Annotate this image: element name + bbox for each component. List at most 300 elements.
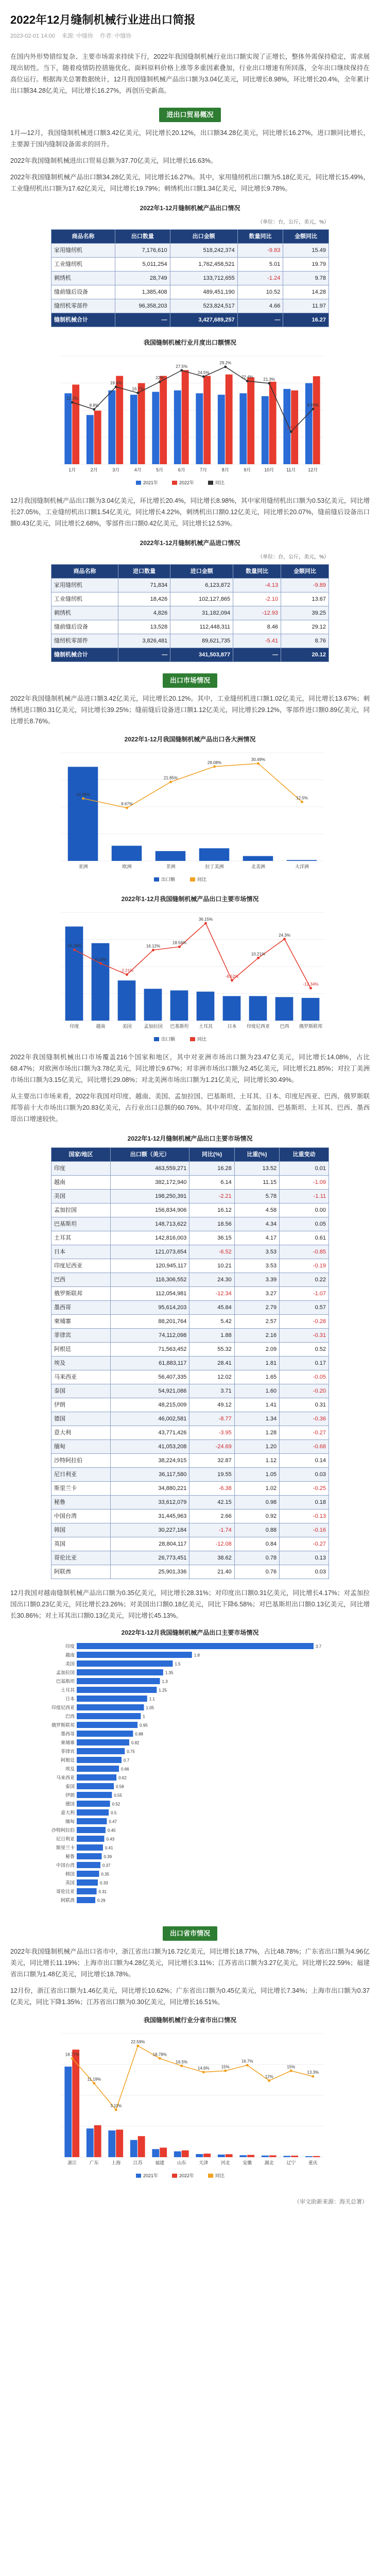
table-cell: 1.65: [234, 1370, 279, 1384]
data-label: 1.05: [146, 1705, 154, 1710]
bar: [239, 393, 247, 464]
table-cell: 0.52: [280, 1343, 329, 1357]
table-cell: 1.02: [234, 1482, 279, 1496]
table-cell: 尼日利亚: [51, 1468, 111, 1482]
data-label: 12%: [265, 2074, 273, 2079]
data-label: 22%: [156, 376, 164, 381]
table-cell: -12.93: [233, 606, 281, 620]
table-cell: 0.00: [280, 1204, 329, 1217]
table-cell: 0.57: [280, 1301, 329, 1315]
table-cell: 148,713,622: [111, 1217, 189, 1231]
bar: [77, 1844, 103, 1851]
bar: [116, 376, 123, 464]
line-point: [224, 2070, 227, 2072]
table-cell: 5.01: [237, 258, 283, 272]
data-label: 18.77%: [65, 2052, 79, 2057]
table-row: [51, 1176, 329, 1190]
bar: [77, 1713, 141, 1719]
table-total-row: [51, 313, 329, 327]
table-cell: 0.17: [280, 1357, 329, 1370]
bar: [130, 2140, 137, 2157]
data-label: 0.29: [97, 1898, 106, 1903]
table-cell: 2.09: [234, 1343, 279, 1357]
table-cell: 刺绣机: [51, 606, 118, 620]
data-label: 0.35: [101, 1872, 110, 1877]
bar: [77, 1643, 314, 1649]
data-label: 0.45: [107, 1828, 116, 1833]
legend-swatch: [136, 481, 141, 485]
bar: [170, 990, 188, 1021]
bar: [291, 2156, 298, 2157]
article-body: [0, 43, 380, 2191]
table-cell: 3,427,689,257: [170, 313, 237, 327]
table-cell: 10.21: [189, 1259, 234, 1273]
table-cell: 3,826,481: [118, 634, 170, 648]
bar: [77, 1818, 107, 1824]
monthly-export-chart: [36, 335, 344, 490]
bar: [77, 1879, 98, 1886]
bar: [218, 2155, 225, 2157]
x-tick-label: 12月: [308, 467, 318, 472]
bar: [77, 1669, 163, 1675]
table-cell: 142,816,003: [111, 1231, 189, 1245]
table-row: [51, 1370, 329, 1384]
table-cell: 198,250,391: [111, 1190, 189, 1204]
x-tick-label: 印度尼西亚: [246, 1024, 270, 1029]
market-export-chart: [36, 892, 344, 1046]
table-row: [51, 285, 329, 299]
table-cell: 哥伦比亚: [51, 1551, 111, 1565]
table-cell: 印度尼西亚: [51, 1259, 111, 1273]
table-cell: -1.74: [189, 1523, 234, 1537]
line-point: [71, 401, 74, 403]
x-tick-label: 天津: [199, 2160, 209, 2165]
legend-label: 2021年: [143, 2173, 159, 2178]
x-tick-label: 湖北: [264, 2160, 274, 2165]
table-cell: 11.15: [234, 1176, 279, 1190]
series-line: [72, 2046, 313, 2110]
table-row: [51, 1551, 329, 1565]
table-row: [51, 1482, 329, 1496]
table-cell: -4.13: [233, 579, 281, 592]
table-row: [51, 1259, 329, 1273]
table-cell: 45.84: [189, 1301, 234, 1315]
table-cell: 55.32: [189, 1343, 234, 1357]
bar: [226, 2154, 233, 2157]
bar: [182, 2150, 189, 2157]
table-row: [51, 1245, 329, 1259]
table-cell: 缝纫机零部件: [51, 634, 118, 648]
table-cell: 斯里兰卡: [51, 1482, 111, 1496]
chart-title: 2022年1-12月我国缝制机械产品出口主要市场情况: [121, 1629, 259, 1636]
paragraph: 2022年我国缝制机械产品出口省市中，浙江省出口额为16.72亿美元，同比增长18.77%，占比48.78%；广东省出口额为4.96亿美元，同比增长11.19%；上海市出口额为4.28亿美元，同比增长3.11%；江苏省出口额为3.27亿美元，同比增长22.59%；福建省出口额为1.48亿美元，同比增长18.78%。: [10, 1948, 370, 1978]
table-header-cell: 出口额（美元）: [111, 1148, 189, 1162]
data-label: 0.39: [103, 1854, 112, 1859]
table-cell: 10.52: [237, 285, 283, 299]
bar: [77, 1853, 101, 1859]
table-cell: 7,176,610: [115, 244, 170, 258]
table-cell: 9.78: [283, 272, 329, 285]
table-cell: 0.13: [280, 1551, 329, 1565]
table-cell: 工业缝纫机: [51, 258, 115, 272]
bar: [305, 2156, 313, 2157]
y-tick-label: 马来西亚: [56, 1775, 75, 1781]
y-tick-label: 秘鲁: [65, 1854, 75, 1859]
series-line: [75, 923, 311, 988]
table-cell: -0.27: [280, 1537, 329, 1551]
x-tick-label: 福建: [155, 2160, 165, 2165]
bar: [196, 2154, 203, 2157]
table-cell: 18,426: [118, 592, 170, 606]
table-cell: 36,117,580: [111, 1468, 189, 1482]
data-label: 0.33: [100, 1880, 108, 1886]
table-cell: 伊朗: [51, 1398, 111, 1412]
table-cell: -0.31: [280, 1329, 329, 1343]
bar: [77, 1757, 122, 1763]
bar: [77, 1696, 147, 1702]
table-cell: 28,804,117: [111, 1537, 189, 1551]
table-cell: 133,712,655: [170, 272, 237, 285]
line-point: [213, 765, 216, 768]
table-cell: 沙特阿拉伯: [51, 1454, 111, 1468]
table-row: [51, 579, 329, 592]
table-row: [51, 592, 329, 606]
table-cell: 46,002,581: [111, 1412, 189, 1426]
legend-swatch: [208, 2174, 213, 2178]
table-title: 2022年1-12月缝制机械产品出口情况: [140, 205, 240, 212]
table-cell: 1.60: [234, 1384, 279, 1398]
table-cell: 6,123,872: [170, 579, 233, 592]
x-tick-label: 美国: [122, 1024, 132, 1029]
table-cell: 0.05: [280, 1217, 329, 1231]
table-cell: 121,073,654: [111, 1245, 189, 1259]
data-label: 0.62: [118, 1775, 127, 1781]
table-cell: 518,242,374: [170, 244, 237, 258]
table-row: [51, 1454, 329, 1468]
table-cell: 8.76: [281, 634, 329, 648]
table-cell: 16.12: [189, 1204, 234, 1217]
x-tick-label: 9月: [244, 467, 251, 472]
table-cell: 3.39: [234, 1273, 279, 1287]
y-tick-label: 中国台湾: [56, 1862, 75, 1868]
paragraph: 从主要出口市场来看，2022年我国对印度、越南、美国、孟加拉国、巴基斯坦、土耳其、日本、印度尼西亚、巴西、俄罗斯联邦等前十大市场出口额为20.83亿美元，占行业出口总额的60.76%。其中对印度、孟加拉国、巴基斯坦、土耳其、巴西、墨西哥出口增速较快。: [10, 1093, 370, 1123]
table-row: [51, 620, 329, 634]
bar: [77, 1801, 110, 1807]
series-line: [83, 764, 302, 808]
data-label: 18.56%: [172, 940, 187, 945]
table-row: [51, 1357, 329, 1370]
table-cell: -0.25: [280, 1482, 329, 1496]
table-cell: 36.15: [189, 1231, 234, 1245]
data-label: 0.41: [105, 1845, 113, 1851]
table-cell: 巴西: [51, 1273, 111, 1287]
table-cell: -0.68: [280, 1440, 329, 1454]
table-cell: 3.53: [234, 1259, 279, 1273]
line-point: [204, 922, 207, 925]
line-point: [246, 380, 249, 382]
paragraph: 12月我国缝制机械产品出口额为3.04亿美元，环比增长20.4%，同比增长8.98%，其中家用缝纫机出口额为0.53亿美元，同比增长27.05%，工业缝纫机出口额1.54亿美元，同比增长4.22%，刺绣机出口额0.12亿美元，同比增长20.07%，缝前缝后设备出口额0.43亿美元，同比增长2.68%，零部件出口额0.42亿美元，同比增长12.53%。: [10, 497, 370, 527]
data-label: 16.28%: [67, 943, 82, 948]
line-point: [178, 945, 181, 948]
line-point: [93, 2082, 95, 2084]
data-label: 11.19%: [87, 2077, 101, 2082]
bar: [262, 396, 269, 464]
table-cell: -0.20: [280, 1384, 329, 1398]
data-label: 16.7%: [241, 2059, 253, 2064]
table-cell: 家用缝纫机: [51, 579, 118, 592]
table-cell: 4.66: [237, 299, 283, 313]
table-cell: 0.14: [280, 1454, 329, 1468]
publish-date: 2023-02-01 14:00: [10, 33, 55, 39]
y-tick-label: 缅甸: [65, 1819, 75, 1824]
data-label: 0.7: [124, 1758, 130, 1763]
table-cell: 523,824,517: [170, 299, 237, 313]
bar: [77, 1809, 109, 1816]
bar: [269, 382, 277, 464]
bar: [152, 2149, 159, 2157]
table-cell: 刺绣机: [51, 272, 115, 285]
table-cell: 0.84: [234, 1537, 279, 1551]
data-label: 27.5%: [176, 364, 188, 369]
section-banner: 出口市场情况: [10, 673, 370, 688]
table-cell: 20.12: [281, 648, 329, 662]
table-cell: 巴基斯坦: [51, 1217, 111, 1231]
table-row: [51, 258, 329, 272]
bar: [218, 395, 225, 464]
table-row: [51, 1190, 329, 1204]
line-point: [152, 949, 154, 952]
data-label: 0.43: [106, 1837, 115, 1842]
table-cell: 26,773,451: [111, 1551, 189, 1565]
continent-export-chart: [36, 732, 344, 887]
table-cell: 24.30: [189, 1273, 234, 1287]
y-tick-label: 印度尼西亚: [51, 1705, 75, 1710]
table-cell: —: [237, 313, 283, 327]
table-cell: 29.12: [281, 620, 329, 634]
data-label: 1.5: [175, 1662, 181, 1667]
table-cell: 中国台湾: [51, 1510, 111, 1523]
legend-label: 同比: [197, 877, 207, 882]
data-label: -2.21%: [120, 968, 134, 973]
section-banner: 进出口贸易概况: [10, 108, 370, 122]
x-tick-label: 3月: [112, 467, 120, 472]
table-cell: 15.49: [283, 244, 329, 258]
table-row: [51, 1384, 329, 1398]
legend-label: 2021年: [143, 480, 159, 485]
table-row: [51, 1398, 329, 1412]
data-label: 0.66: [121, 1767, 129, 1772]
table-row: [51, 634, 329, 648]
x-tick-label: 10月: [264, 467, 274, 472]
table-header-cell: 出口数量: [115, 230, 170, 244]
bar: [283, 2156, 290, 2157]
table-header-cell: 商品名称: [51, 230, 115, 244]
y-tick-label: 意大利: [60, 1810, 75, 1816]
bar: [144, 989, 162, 1021]
table-cell: 1.05: [234, 1468, 279, 1482]
bar: [64, 2066, 72, 2157]
line-point: [159, 381, 161, 383]
data-label: 21.85%: [163, 775, 178, 781]
legend-swatch: [154, 1037, 159, 1041]
bar: [226, 375, 233, 464]
data-label: 13.3%: [307, 2070, 319, 2075]
data-label: 12.5%: [296, 795, 308, 801]
table-cell: 1.12: [234, 1454, 279, 1468]
import-table: [51, 537, 329, 662]
bar: [77, 1827, 106, 1833]
table-cell: 2.57: [234, 1315, 279, 1329]
bar: [94, 411, 101, 464]
x-tick-label: 日本: [227, 1024, 237, 1029]
table-cell: -24.69: [189, 1440, 234, 1454]
data-label: 30.49%: [251, 757, 266, 762]
data-table: [51, 229, 329, 327]
table-cell: 埃及: [51, 1357, 111, 1370]
chart-title: 我国缝制机械行业分省市出口情况: [143, 2016, 237, 2024]
table-cell: 2.66: [189, 1510, 234, 1523]
bar: [77, 1766, 119, 1772]
table-cell: -0.13: [280, 1510, 329, 1523]
bar: [262, 2156, 269, 2157]
bar: [77, 1660, 172, 1667]
table-cell: 1.34: [234, 1412, 279, 1426]
line-point: [159, 2057, 161, 2060]
table-cell: 39.25: [281, 606, 329, 620]
table-row: [51, 1204, 329, 1217]
line-point: [301, 801, 303, 803]
bar: [196, 393, 203, 464]
data-label: 0.47: [109, 1819, 117, 1824]
x-tick-label: 安徽: [243, 2160, 252, 2165]
data-label: 18.78%: [152, 2052, 167, 2057]
table-cell: 阿联酋: [51, 1565, 111, 1579]
line-point: [290, 431, 292, 433]
bar: [94, 2125, 101, 2157]
table-cell: 116,306,552: [111, 1273, 189, 1287]
x-tick-label: 7月: [200, 467, 208, 472]
data-label: 0.95: [140, 1723, 148, 1728]
table-cell: 14.28: [283, 285, 329, 299]
line-point: [136, 2045, 139, 2047]
x-tick-label: 俄罗斯联邦: [299, 1024, 323, 1029]
line-point: [180, 369, 183, 371]
table-cell: 28.41: [189, 1357, 234, 1370]
table-cell: 2.16: [234, 1329, 279, 1343]
line-point: [283, 938, 286, 940]
table-cell: 32.87: [189, 1454, 234, 1468]
table-row: [51, 1287, 329, 1301]
bar: [152, 392, 159, 464]
table-cell: 意大利: [51, 1426, 111, 1440]
data-label: 0.52: [112, 1802, 120, 1807]
table-cell: 缝前缝后设备: [51, 285, 115, 299]
data-label: 0.55: [114, 1793, 122, 1798]
table-cell: 3.27: [234, 1287, 279, 1301]
data-label: 9.67%: [121, 802, 133, 807]
table-cell: -1.11: [280, 1190, 329, 1204]
table-cell: 0.03: [280, 1468, 329, 1482]
data-label: 14.6%: [197, 2065, 210, 2071]
data-label: 1: [143, 1714, 145, 1719]
data-label: 6.14%: [95, 957, 107, 962]
table-cell: 1.20: [234, 1440, 279, 1454]
data-label: 0.75: [127, 1749, 135, 1754]
data-label: 16.12%: [146, 944, 161, 949]
y-tick-label: 俄罗斯联邦: [51, 1722, 75, 1728]
table-cell: —: [233, 648, 281, 662]
table-cell: 5.78: [234, 1190, 279, 1204]
table-unit: （单位：台，公斤，美元，%）: [257, 554, 329, 560]
table-header-cell: 商品名称: [51, 565, 118, 579]
table-cell: 42.15: [189, 1496, 234, 1510]
footer-note: （审文助新来源：海关总署）: [294, 2199, 368, 2205]
table-cell: 1.28: [234, 1426, 279, 1440]
table-cell: -0.19: [280, 1259, 329, 1273]
article-header: [0, 0, 380, 43]
line-point: [115, 385, 117, 388]
y-tick-label: 埃及: [65, 1766, 75, 1772]
bar: [77, 1871, 99, 1877]
bar: [77, 1704, 144, 1710]
y-tick-label: 越南: [65, 1652, 75, 1658]
table-cell: -0.16: [280, 1523, 329, 1537]
table-cell: 21.40: [189, 1565, 234, 1579]
x-tick-label: 河北: [220, 2160, 230, 2165]
table-cell: 89,621,735: [170, 634, 233, 648]
table-cell: 0.18: [280, 1496, 329, 1510]
table-cell: 2.79: [234, 1301, 279, 1315]
x-tick-label: 北美洲: [251, 864, 266, 869]
data-label: 22.59%: [131, 2040, 145, 2044]
bar: [138, 383, 145, 464]
table-header-cell: 国家/地区: [51, 1148, 111, 1162]
table-cell: 墨西哥: [51, 1301, 111, 1315]
table-cell: 0.76: [234, 1565, 279, 1579]
data-label: 29.08%: [207, 760, 222, 765]
table-cell: 缝制机械合计: [51, 313, 115, 327]
table-cell: -0.36: [280, 1412, 329, 1426]
table-cell: -9.83: [237, 244, 283, 258]
table-cell: 泰国: [51, 1384, 111, 1398]
legend-swatch: [172, 481, 177, 485]
table-cell: 土耳其: [51, 1231, 111, 1245]
x-tick-label: 大洋洲: [295, 864, 309, 869]
y-tick-label: 柬埔寨: [60, 1740, 75, 1745]
table-row: [51, 1315, 329, 1329]
table-cell: -2.21: [189, 1190, 234, 1204]
data-label: 1.25: [159, 1688, 167, 1693]
x-tick-label: 孟加拉国: [144, 1024, 163, 1029]
data-label: 15%: [287, 2064, 296, 2070]
bar: [77, 1678, 160, 1684]
legend-label: 同比: [215, 2173, 225, 2178]
table-cell: -8.77: [189, 1412, 234, 1426]
table-cell: -2.10: [233, 592, 281, 606]
table-cell: 缝制机械合计: [51, 648, 118, 662]
bar: [275, 997, 293, 1021]
bar: [197, 992, 215, 1021]
table-cell: 0.92: [234, 1510, 279, 1523]
y-tick-label: 墨西哥: [60, 1731, 75, 1737]
x-tick-label: 重庆: [308, 2160, 318, 2165]
table-row: [51, 1273, 329, 1287]
table-cell: 孟加拉国: [51, 1204, 111, 1217]
table-cell: 49.12: [189, 1398, 234, 1412]
table-header-cell: 比重变动: [280, 1148, 329, 1162]
data-label: 1.3: [162, 1679, 168, 1684]
x-tick-label: 1月: [68, 467, 76, 472]
